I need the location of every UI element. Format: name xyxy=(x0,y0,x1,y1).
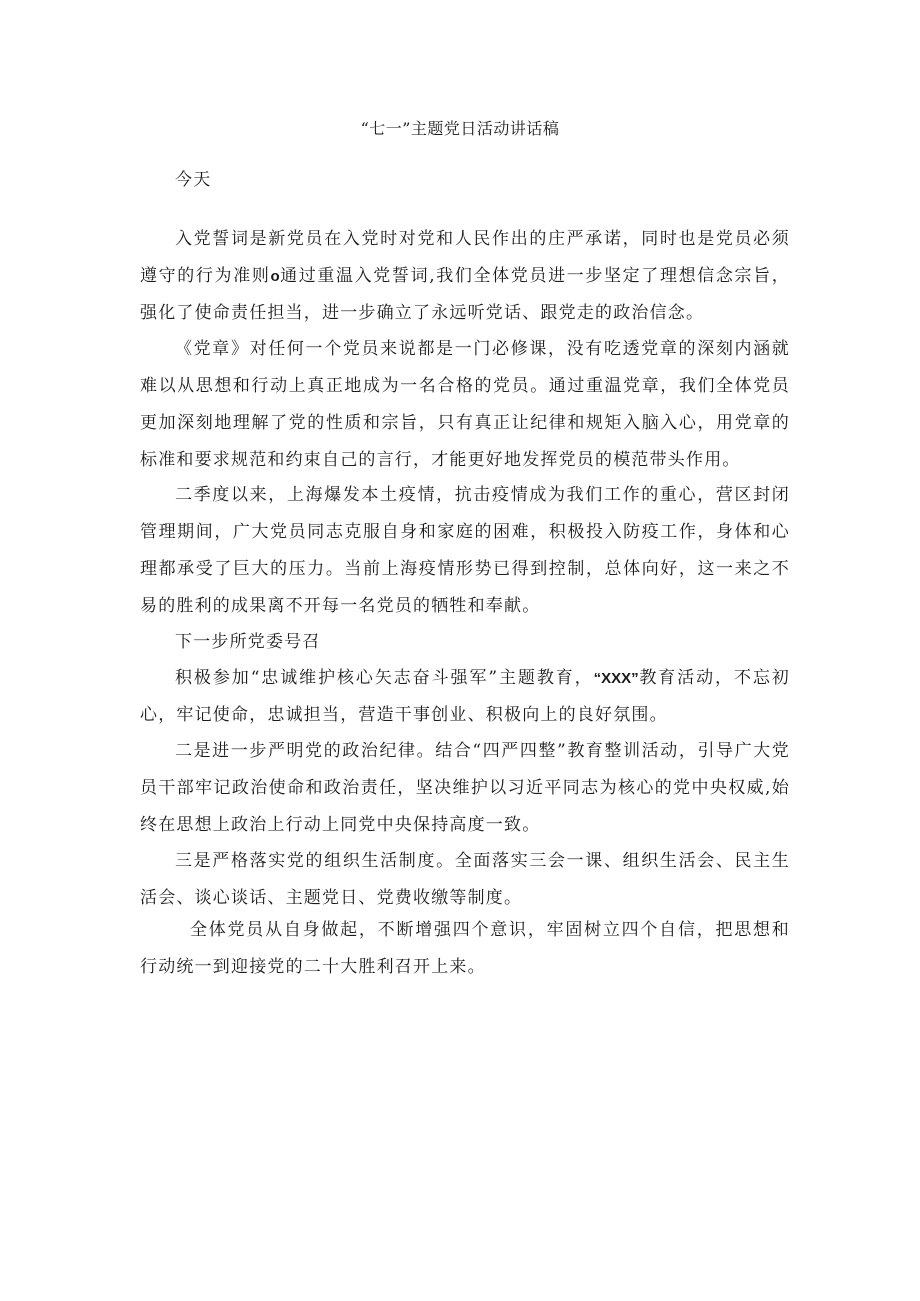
paragraph-text: 教育活动，不忘初心，牢记使命，忠诚担当，营造干事创业、积极向上的良好氛围。 xyxy=(140,668,790,725)
document-title: “七一”主题党日活动讲话稿 xyxy=(360,119,560,138)
paragraph-epidemic xyxy=(140,477,790,625)
paragraph-mark: “XXX” xyxy=(593,670,639,687)
paragraph-text: 入党誓词是新党员在入党时对党和人民作出的庄严承诺，同时也是党员必须遵守的行为准则 xyxy=(140,229,790,286)
paragraph-point-two xyxy=(140,733,790,844)
paragraph-text: 下一步所党委号召 xyxy=(175,632,321,652)
paragraph-text: 三是严格落实党的组织生活制度。全面落实三会一课、组织生活会、民主生活会、谈心谈话、主题党日、党费收缴等制度。 xyxy=(140,851,790,908)
paragraph-text: 通过重温入党誓词,我们全体党员进一步坚定了理想信念宗旨，强化了使命责任担当，进一步确立了永远听党话、跟党走的政治信念。 xyxy=(140,266,790,323)
paragraph-opening xyxy=(140,162,790,199)
paragraph-mark: o xyxy=(270,268,280,285)
paragraph-point-three xyxy=(140,843,790,917)
paragraph-text: 二是进一步严明党的政治纪律。结合“四严四整”教育整训活动，引导广大党员干部牢记政治使命和政治责任，坚决维护以习近平同志为核心的党中央权威,始终在思想上政治上行动上同党中央保持高度一致。 xyxy=(140,741,790,835)
paragraph-text: 《党章》对任何一个党员来说都是一门必修课，没有吃透党章的深刻内涵就难以从思想和行动上真正地成为一名合格的党员。通过重温党章，我们全体党员更加深刻地理解了党的性质和宗旨，只有真正让纪律和规矩入脑入心，用党章的标准和要求规范和约束自己的言行，才能更好地发挥党员的模范带头作用。 xyxy=(140,339,790,470)
paragraph-closing xyxy=(140,912,790,986)
paragraph-text: 二季度以来，上海爆发本土疫情，抗击疫情成为我们工作的重心，营区封闭管理期间，广大党员同志克服自身和家庭的困难，积极投入防疫工作，身体和心理都承受了巨大的压力。当前上海疫情形势已得到控制，总体向好，这一来之不易的胜利的成果离不开每一名党员的牺牲和奉献。 xyxy=(140,485,790,616)
paragraph-party-constitution xyxy=(140,331,790,479)
paragraph-point-one xyxy=(140,660,790,734)
paragraph-call xyxy=(140,624,790,661)
paragraph-text: 今天 xyxy=(175,170,212,190)
paragraph-text: 全体党员从自身做起，不断增强四个意识，牢固树立四个自信，把思想和行动统一到迎接党的二十大胜利召开上来。 xyxy=(140,920,790,977)
paragraph-oath xyxy=(140,221,790,332)
paragraph-text: 积极参加“忠诚维护核心矢志奋斗强军”主题教育， xyxy=(175,668,594,688)
